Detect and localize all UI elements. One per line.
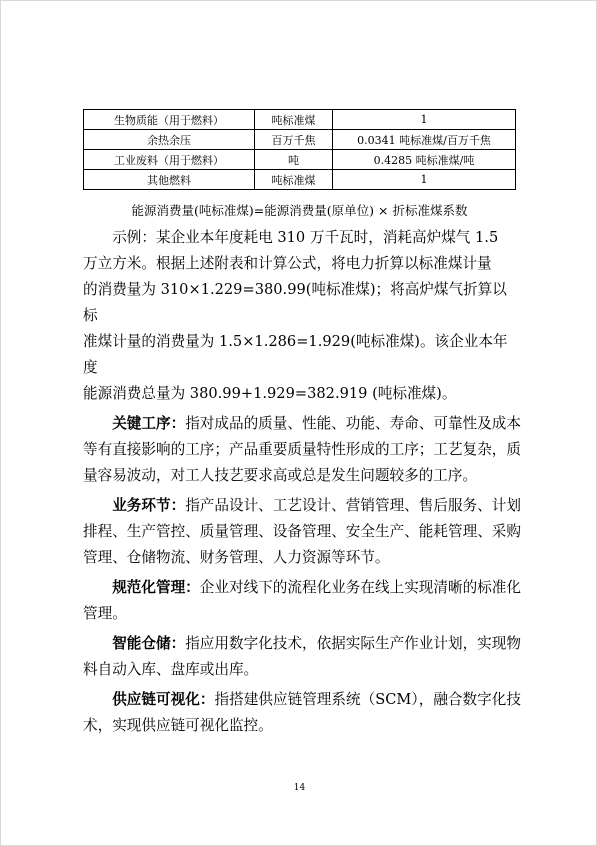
table-row <box>84 150 516 170</box>
fuel-name-cell: 其他燃料 <box>84 170 255 190</box>
definition-term: 供应链可视化： <box>112 691 215 708</box>
coefficient-cell: 0.4285 吨标准煤/吨 <box>333 150 516 170</box>
example-line: 万立方米。根据上述附表和计算公式，将电力折算以标准煤计量 <box>83 255 492 272</box>
table-row <box>84 170 516 190</box>
example-line: 示例：某企业本年度耗电 310 万千瓦时，消耗高炉煤气 1.5 <box>112 229 499 246</box>
fuel-name-cell: 余热余压 <box>84 130 255 150</box>
definition-key-process <box>83 411 521 489</box>
definition-term: 关键工序： <box>112 415 186 432</box>
example-paragraph <box>83 225 521 407</box>
definition-text: 指搭建供应链管理系统（SCM），融合数字化技术，实现供应链可视化监控。 <box>83 691 521 734</box>
coefficient-cell: 1 <box>333 170 516 190</box>
definition-business-link <box>83 493 521 571</box>
coefficient-cell: 0.0341 吨标准煤/百万千焦 <box>333 130 516 150</box>
definition-text: 指对成品的质量、性能、功能、寿命、可靠性及成本等有直接影响的工序；产品重要质量特性形成的工序；工艺复杂，质量容易波动，对工人技艺要求高或总是发生问题较多的工序。 <box>83 415 521 484</box>
table-row <box>84 130 516 150</box>
page-number: 14 <box>293 783 306 793</box>
coefficient-cell: 1 <box>333 110 516 130</box>
definition-text: 指产品设计、工艺设计、营销管理、售后服务、计划排程、生产管控、质量管理、设备管理、安全生产、能耗管理、采购管理、仓储物流、财务管理、人力资源等环节。 <box>83 497 521 566</box>
formula-line: 能源消费量(吨标准煤)=能源消费量(原单位) × 折标准煤系数 <box>131 203 468 218</box>
definition-smart-warehousing <box>83 631 521 683</box>
definition-term: 智能仓储： <box>112 635 186 652</box>
example-line: 能源消费总量为 380.99+1.929=382.919 (吨标准煤)。 <box>83 385 457 402</box>
unit-cell: 吨 <box>255 150 333 170</box>
conversion-table <box>83 109 516 190</box>
example-line: 的消费量为 310×1.229=380.99(吨标准煤)；将高炉煤气折算以标 <box>83 281 507 324</box>
definition-term: 规范化管理： <box>112 579 200 596</box>
definition-standardized-management <box>83 575 521 627</box>
table-row <box>84 110 516 130</box>
unit-cell: 百万千焦 <box>255 130 333 150</box>
definition-text: 企业对线下的流程化业务在线上实现清晰的标准化管理。 <box>83 579 521 622</box>
definition-supply-chain-visualization <box>83 687 521 739</box>
example-line: 准煤计量的消费量为 1.5×1.286=1.929(吨标准煤)。该企业本年度 <box>83 333 508 376</box>
unit-cell: 吨标准煤 <box>255 110 333 130</box>
unit-cell: 吨标准煤 <box>255 170 333 190</box>
body-text <box>83 225 521 739</box>
definition-text: 指应用数字化技术，依据实际生产作业计划，实现物料自动入库、盘库或出库。 <box>83 635 521 678</box>
fuel-name-cell: 生物质能（用于燃料） <box>84 110 255 130</box>
fuel-name-cell: 工业废料（用于燃料） <box>84 150 255 170</box>
definition-term: 业务环节： <box>112 497 186 514</box>
